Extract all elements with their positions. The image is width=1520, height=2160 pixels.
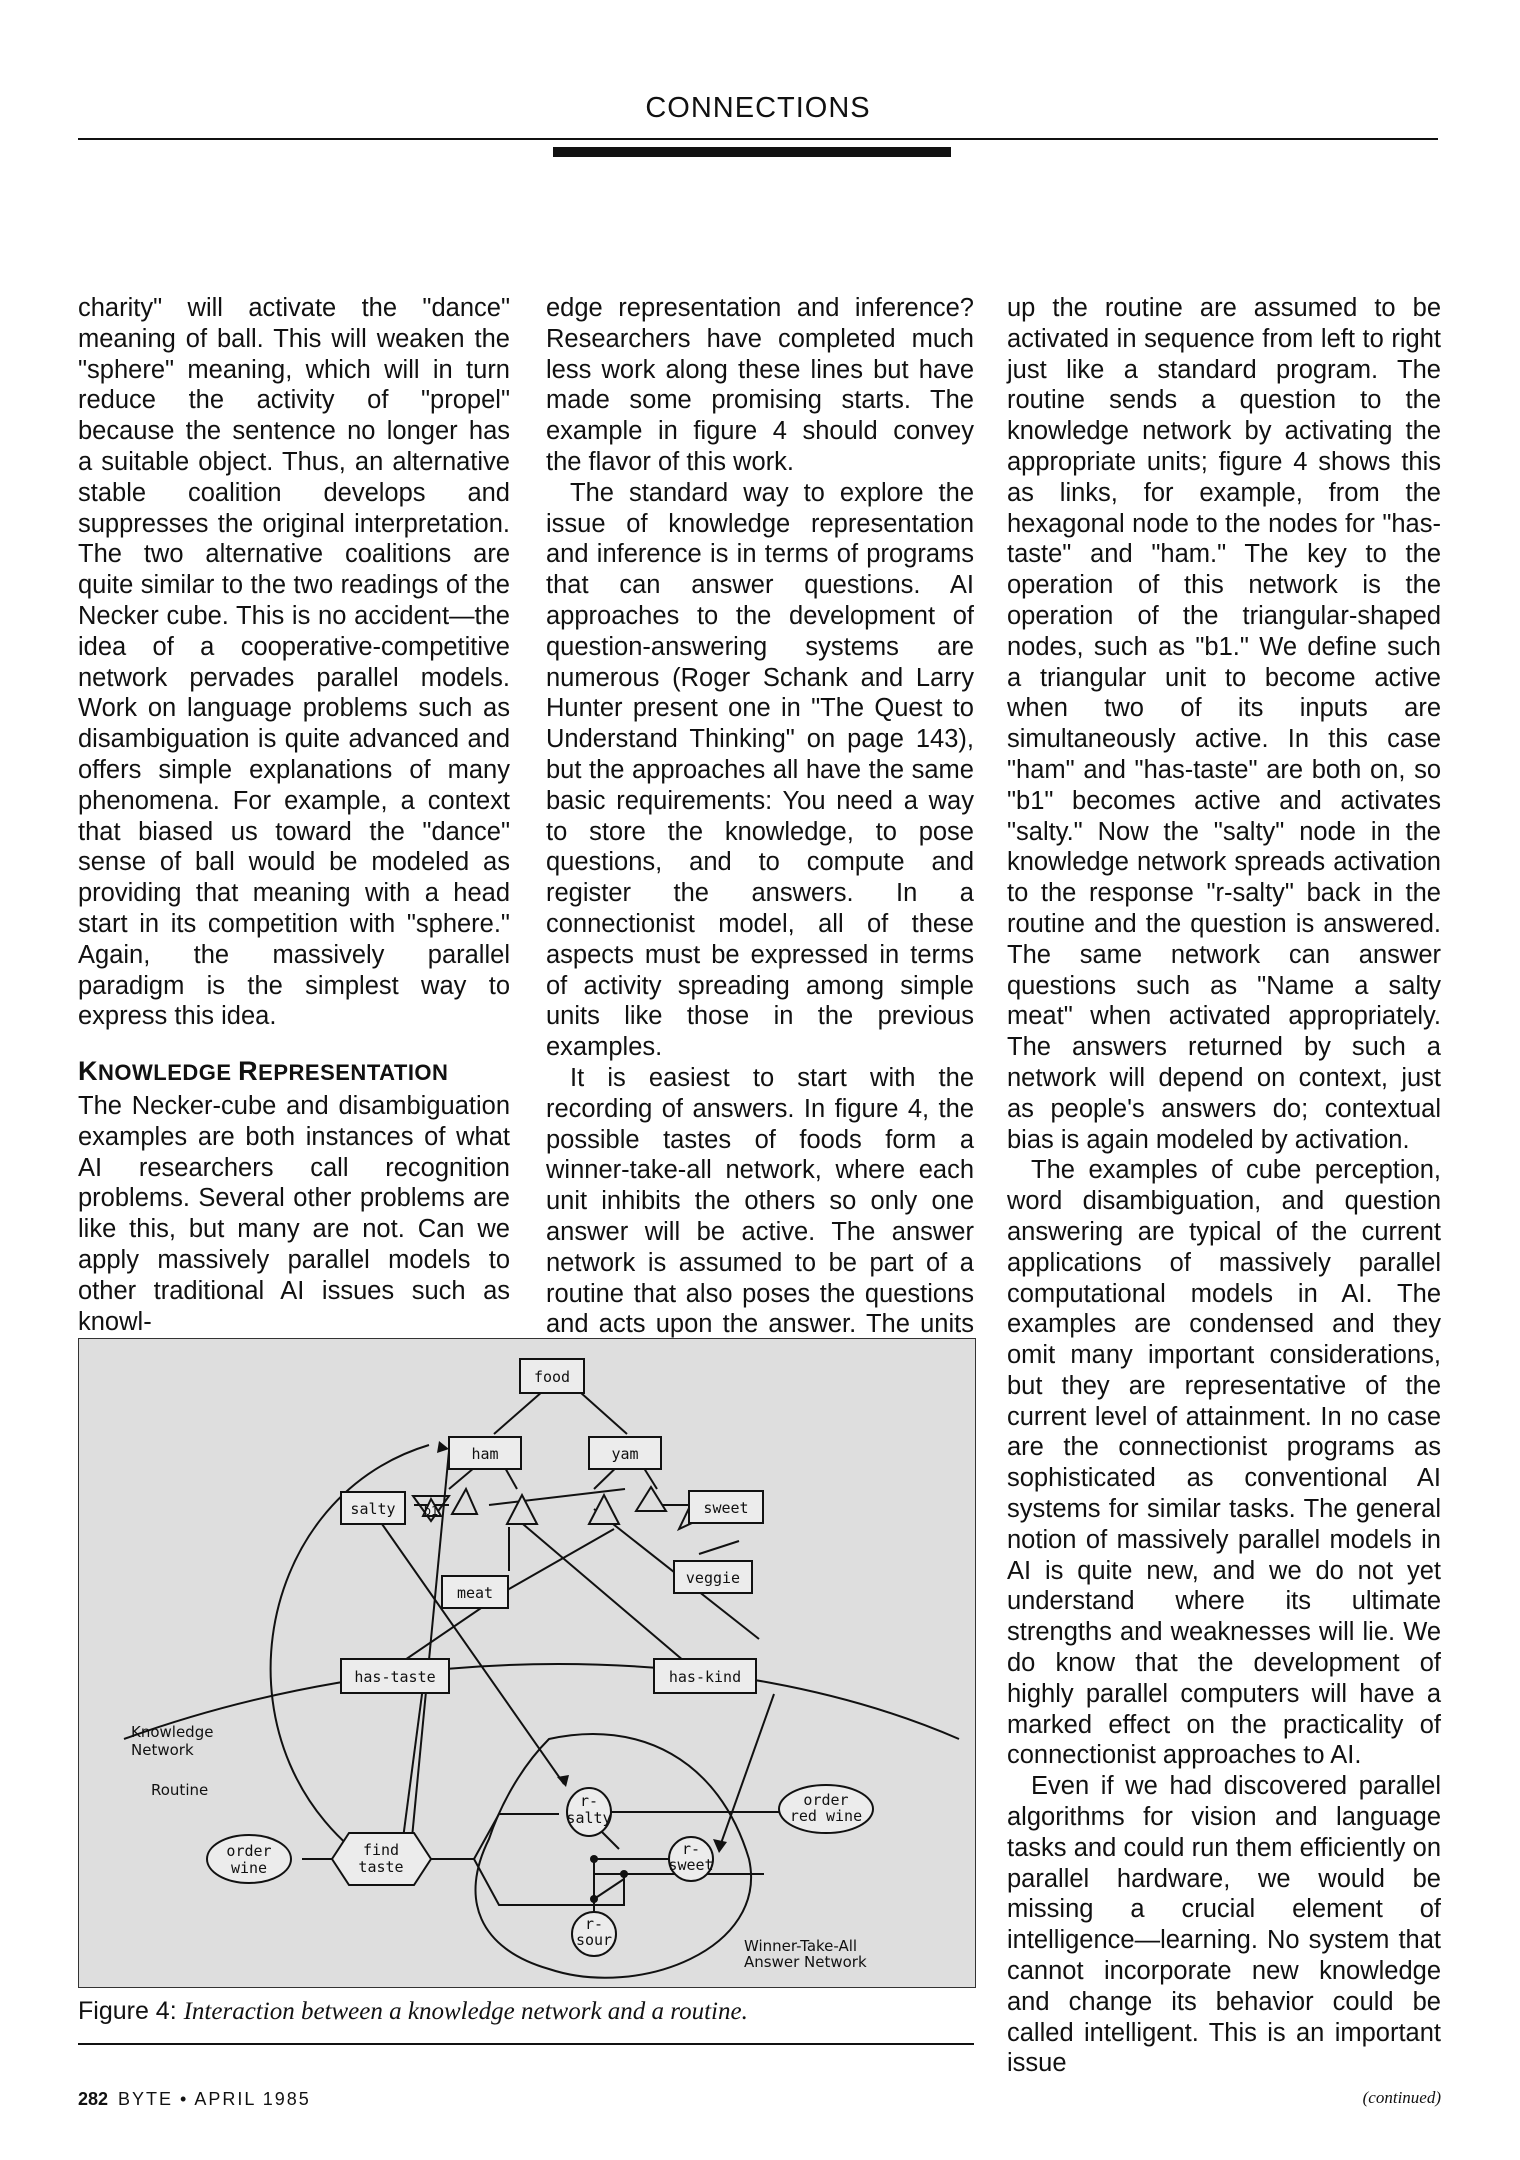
label-routine: Routine: [151, 1781, 209, 1799]
label-r-sweet: r-: [681, 1840, 701, 1858]
label-salty: salty: [350, 1500, 396, 1518]
label-has-kind: has-kind: [668, 1668, 742, 1686]
label-r-salty: r-: [579, 1792, 599, 1810]
column-3: [1007, 293, 1441, 2114]
label-find-taste: taste: [358, 1858, 404, 1876]
label-food: food: [533, 1368, 571, 1386]
label-order-red-wine: order: [803, 1791, 849, 1809]
page-footer: [78, 2089, 311, 2110]
running-header: CONNECTIONS: [645, 92, 871, 124]
label-order-red-wine: red wine: [789, 1807, 863, 1825]
page-number: 282: [78, 2089, 109, 2109]
label-sweet: sweet: [703, 1499, 749, 1517]
triangle-unit: [589, 1495, 619, 1524]
label-ham: ham: [471, 1445, 499, 1463]
figure-caption: Figure 4: Interaction between a knowledge network and a routine.: [78, 1997, 748, 2025]
label-veggie: veggie: [685, 1569, 741, 1587]
paragraph: charity" will activate the "dance" meaning of ball. This will weaken the "sphere" meaning, which will in turn reduce the activity of "propel" because the sentence no longer has a suitable object. Thus, an alternative stable coalition develops and suppresses the original interpretation. The two alternative coalitions are quite similar to the two readings of the Necker cube. This is no accident—the idea of a cooperative-competitive network pervades parallel models. Work on language problems such as disambiguation is quite advanced and offers simple explanations of many phenomena. For example, a context that biased us toward the "dance" sense of ball would be modeled as providing that meaning with a head start in its competition with "sphere." Again, the massively parallel paradigm is the simplest way to express this idea.: [78, 294, 510, 1031]
column-1: [78, 293, 510, 1337]
header-rule: [78, 138, 1438, 140]
section-heading: KNOWLEDGE REPRESENTATION: [78, 1056, 449, 1087]
label-r-sour: sour: [575, 1931, 613, 1949]
paragraph: up the routine are assumed to be activated in sequence from left to right just like a standard program. The routine sends a question to the knowledge network by activating the appropriate units; figure 4 shows this as links, for example, from the hexagonal node to the nodes for "has-taste" and "ham." The key to the operation of this network is the operation of the triangular-shaped nodes, such as "b1." We define such a triangular unit to become active when two of its inputs are simultaneously active. In this case "ham" and "has-taste" are both on, so "b1" becomes active and activates "salty." Now the "salty" node in the knowledge network spreads activation to the response "r-salty" back in the routine and the question is answered. The same network can answer questions such as "Name a salty meat" when activated appropriately. The answers returned by such a network will depend on context, just as people's answers do; contextual bias is again modeled by activation.: [1007, 294, 1441, 1154]
label-order-wine: order: [226, 1842, 272, 1860]
label-r-sour: r-: [584, 1915, 604, 1933]
paragraph: The standard way to explore the issue of knowledge representation and inference is in terms of programs that can answer questions. AI approaches to the development of question-answering systems are numerous (Roger Schank and Larry Hunter present one in "The Quest to Understand Thinking" on page 143), but the approaches all have the same basic requirements: You need a way to store the knowledge, to pose questions, and to compute and register the answers. In a connectionist model, all of these aspects must be expressed in terms of activity spreading among simple units like those in the previous examples.: [546, 478, 974, 1062]
paragraph: edge representation and inference? Researchers have completed much less work along these lines but have made some promising starts. The example in figure 4 should convey the flavor of this work.: [546, 294, 974, 476]
network-diagram: [79, 1339, 975, 1987]
caption-rule: [78, 2043, 974, 2045]
paragraph: The examples of cube perception, word disambiguation, and question answering are typical of the current applications of massively parallel computational models in AI. The examples are condensed and they omit many important considerations, but they are representative of the current level of attainment. In no case are the connectionist programs as sophisticated as conventional AI systems for similar tasks. The general notion of massively parallel models in AI is quite new, and we do not yet understand where its ultimate strengths and weaknesses will lie. We do know that the development of highly parallel computers will have a marked effect on the practicality of connectionist approaches to AI.: [1007, 1156, 1441, 1770]
paragraph: Even if we had discovered parallel algorithms for vision and language tasks and could run them efficiently on parallel hardware, we would be missing a crucial element of intelligence—learning. No system that cannot incorporate new knowledge and change its behavior could be called intelligent. This is an important issue: [1007, 1772, 1441, 2078]
label-find-taste: find: [362, 1841, 400, 1859]
label-yam: yam: [611, 1445, 639, 1463]
paragraph: It is easiest to start with the recording of answers. In figure 4, the possible tastes of foods form a winner-take-all network, where each unit inhibits the others so only one answer will be active. The answer network is assumed to be part of a routine that also poses the questions and acts upon the answer. The units: [546, 1063, 974, 1339]
triangle-unit: [636, 1487, 666, 1511]
label-winner-take-all: Answer Network: [744, 1953, 867, 1971]
publication-info: BYTE • APRIL 1985: [118, 2089, 311, 2109]
label-order-wine: wine: [230, 1859, 268, 1877]
label-r-salty: salty: [566, 1809, 612, 1827]
column-2: [546, 293, 974, 1371]
continued-note: (continued): [1362, 2088, 1441, 2108]
label-winner-take-all: Winner-Take-All: [744, 1937, 858, 1955]
label-b1: b1: [423, 1504, 439, 1518]
label-knowledge-network: Network: [131, 1741, 194, 1759]
header-bar: [553, 147, 951, 157]
triangle-unit: [452, 1489, 477, 1514]
label-knowledge-network: Knowledge: [131, 1723, 214, 1741]
label-has-taste: has-taste: [354, 1668, 436, 1686]
figure-4: [78, 1338, 976, 1988]
paragraph: The Necker-cube and disambiguation examples are both instances of what AI researchers call recognition problems. Several other problems are like this, but many are not. Can we apply massively parallel models to other traditional AI issues such as knowl-: [78, 1091, 510, 1336]
label-meat: meat: [456, 1584, 494, 1602]
label-r-sweet: sweet: [668, 1856, 714, 1874]
